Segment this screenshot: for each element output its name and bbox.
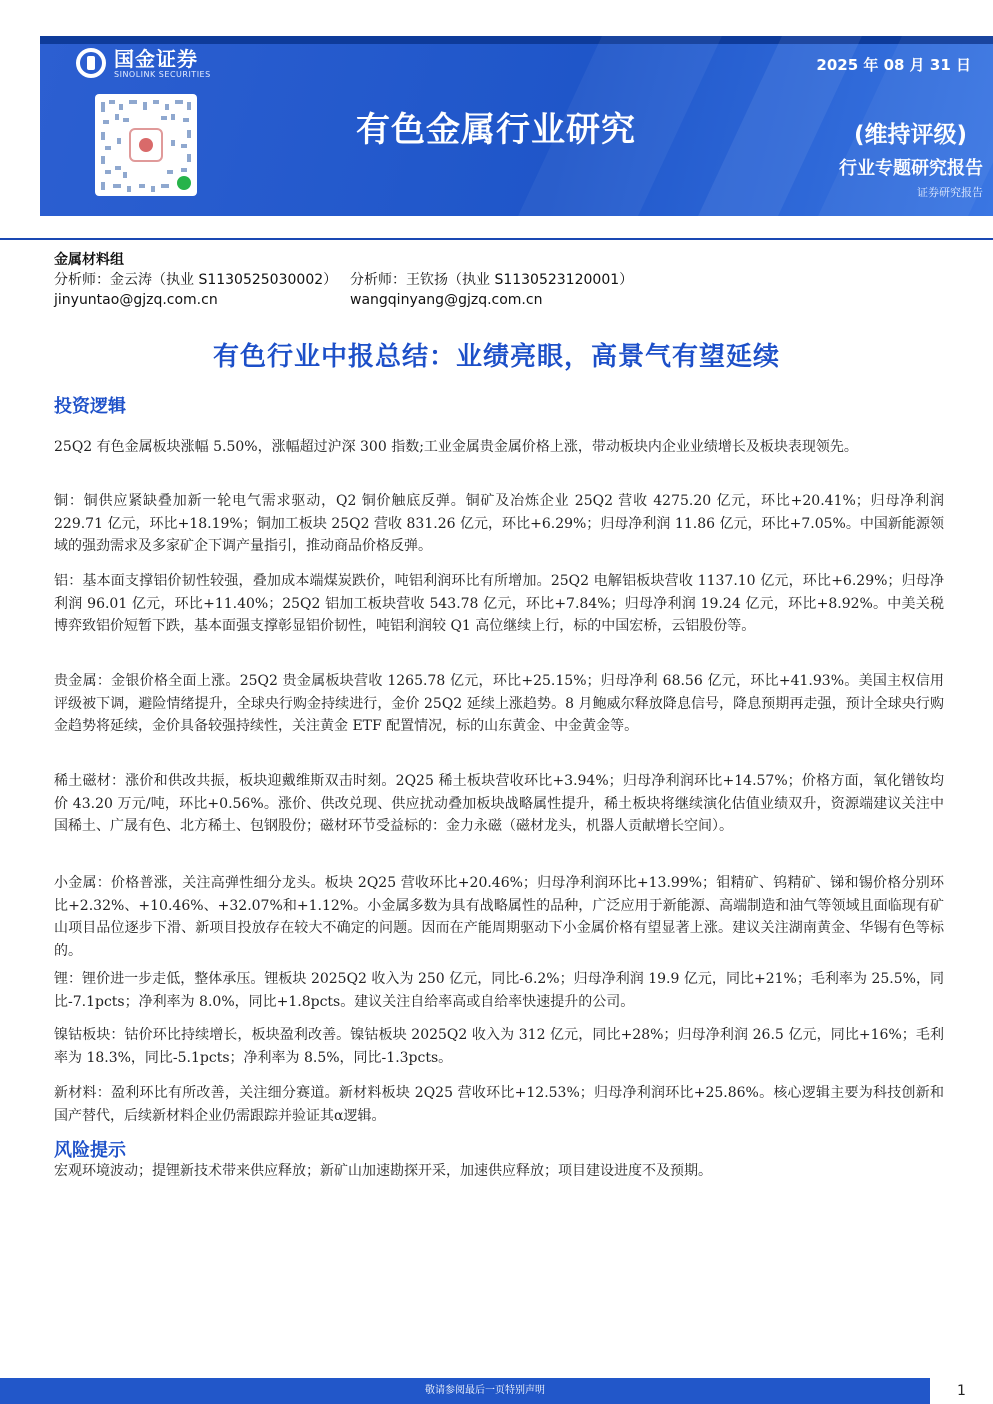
logo-name-cn: 国金证券 — [114, 47, 198, 71]
qr-code-icon — [95, 94, 197, 196]
qr-center-logo-icon — [129, 128, 163, 162]
report-subtype: 证券研究报告 — [917, 186, 983, 199]
company-logo — [76, 48, 211, 80]
analyst-label: 分析师：王钦扬（执业 S1130523120001） — [350, 272, 634, 288]
page-footer — [0, 1378, 993, 1404]
report-banner — [40, 36, 993, 216]
paragraph-minor-metals: 小金属：价格普涨，关注高弹性细分龙头。板块 2Q25 营收环比+20.46%；归母净利润环比+13.99%；钼精矿、钨精矿、锑和锡价格分别环比+2.32%、+10.46%、+32.07%和+1.12%。小金属多数为具有战略属性的品种，广泛应用于新能源、高端制造和油气等领域且面临现有矿山项目品位逐步下滑、新项目投放存在较大不确定的问题。因而在产能周期驱动下小金属价格有望显著上涨。建议关注湖南黄金、华锡有色等标的。 — [54, 875, 944, 959]
analyst-label: 分析师：金云涛（执业 S1130525030002） — [54, 272, 338, 288]
report-headline: 有色行业中报总结：业绩亮眼，高景气有望延续 — [212, 342, 780, 372]
page-number: 1 — [957, 1383, 966, 1399]
paragraph-new-materials: 新材料：盈利环比有所改善，关注细分赛道。新材料板块 2Q25 营收环比+12.53%；归母净利润环比+25.86%。核心逻辑主要为科技创新和国产替代，后续新材料企业仍需跟踪并验证其α逻辑。 — [54, 1085, 944, 1124]
analyst-group: 金属材料组 — [54, 252, 124, 268]
report-date: 2025 年 08 月 31 日 — [816, 56, 971, 74]
paragraph-rare-earth: 稀土磁材：涨价和供改共振，板块迎戴维斯双击时刻。2Q25 稀土板块营收环比+3.94%；归母净利润环比+14.57%；价格方面，氧化镨钕均价 43.20 万元/吨，环比+0.56%。涨价、供改兑现、供应扰动叠加板块战略属性提升，稀土板块将继续演化估值业绩双升，资源端建议关注中国稀土、广晟有色、北方稀土、包钢股份；磁材环节受益标的：金力永磁（磁材龙头，机器人贡献增长空间）。 — [54, 773, 944, 834]
wechat-badge-icon — [177, 176, 191, 190]
paragraph-copper: 铜：铜供应紧缺叠加新一轮电气需求驱动，Q2 铜价触底反弹。铜矿及冶炼企业 25Q2 营收 4275.20 亿元，环比+20.41%；归母净利润 229.71 亿元，环比+18.19%；铜加工板块 25Q2 营收 831.26 亿元，环比+6.29%；归母净利润 11.86 亿元，环比+7.05%。中国新能源领域的强劲需求及多家矿企下调产量指引，推动商品价格反弹。 — [54, 493, 944, 554]
analyst-email-link[interactable]: wangqinyang@gjzq.com.cn — [350, 292, 543, 308]
analyst-labels-row — [54, 270, 954, 290]
paragraph-lithium: 锂：锂价进一步走低，整体承压。锂板块 2025Q2 收入为 250 亿元，同比-6.2%；归母净利润 19.9 亿元，同比+21%；毛利率为 25.5%，同比-7.1pcts；净利率为 8.0%，同比+1.8pcts。建议关注自给率高或自给率快速提升的公司。 — [54, 971, 944, 1010]
logo-icon — [76, 48, 106, 78]
footer-disclaimer-notice: 敬请参阅最后一页特别声明 — [0, 1378, 930, 1404]
analyst-email-link[interactable]: jinyuntao@gjzq.com.cn — [54, 292, 218, 308]
logo-name-en: SINOLINK SECURITIES — [114, 70, 211, 79]
rating-label: (维持评级) — [853, 122, 967, 148]
section-title-investment-logic: 投资逻辑 — [54, 396, 126, 417]
paragraph-market: 25Q2 有色金属板块涨幅 5.50%，涨幅超过沪深 300 指数;工业金属贵金属价格上涨，带动板块内企业业绩增长及板块表现领先。 — [54, 439, 858, 455]
paragraph-aluminum: 铝：基本面支撑铝价韧性较强，叠加成本端煤炭跌价，吨铝利润环比有所增加。25Q2 电解铝板块营收 1137.10 亿元，环比+6.29%；归母净利润 96.01 亿元，环比+11.40%；25Q2 铝加工板块营收 543.78 亿元，环比+7.84%；归母净利润 19.24 亿元，环比+8.92%。中美关税博弈致铝价短暂下跌，基本面强支撑彰显铝价韧性，吨铝利润较 Q1 高位继续上行，标的中国宏桥，云铝股份等。 — [54, 573, 944, 634]
analyst-block — [54, 250, 954, 310]
section-title-risk: 风险提示 — [54, 1140, 126, 1161]
analyst-emails-row — [54, 290, 954, 310]
paragraph-precious-metals: 贵金属：金银价格全面上涨。25Q2 贵金属板块营收 1265.78 亿元，环比+25.15%；归母净利 68.56 亿元，环比+41.93%。美国主权信用评级被下调，避险情绪提升，全球央行购金持续进行，金价 25Q2 延续上涨趋势。8 月鲍威尔释放降息信号，降息预期再走强，预计全球央行购金趋势将延续，金价具备较强持续性，关注黄金 ETF 配置情况，标的山东黄金、中金黄金等。 — [54, 673, 944, 734]
paragraph-risk: 宏观环境波动；提锂新技术带来供应释放；新矿山加速勘探开采，加速供应释放；项目建设进度不及预期。 — [54, 1163, 712, 1179]
header-divider — [0, 238, 993, 240]
paragraph-nickel-cobalt: 镍钴板块：钴价环比持续增长，板块盈利改善。镍钴板块 2025Q2 收入为 312 亿元，同比+28%；归母净利润 26.5 亿元，同比+16%；毛利率为 18.3%，同比-5.1pcts；净利率为 8.5%，同比-1.3pcts。 — [54, 1027, 944, 1066]
report-type: 行业专题研究报告 — [839, 158, 983, 179]
industry-title: 有色金属行业研究 — [356, 110, 636, 150]
